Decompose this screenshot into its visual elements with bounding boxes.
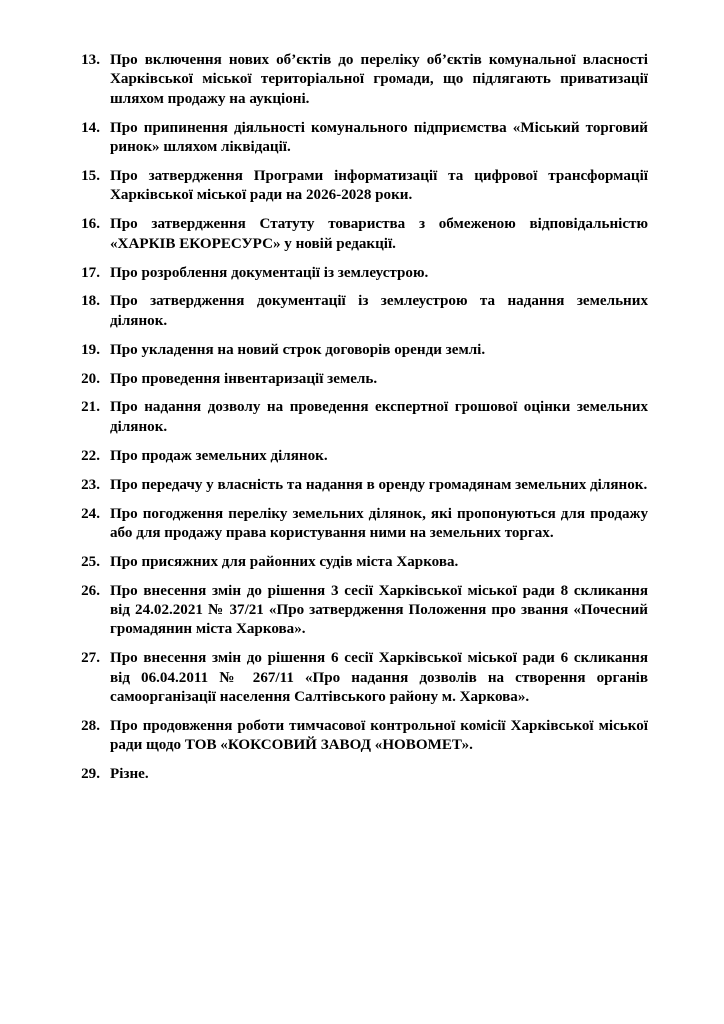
agenda-item — [78, 398, 648, 437]
agenda-item-number: 14. — [81, 119, 100, 136]
agenda-item-number: 19. — [81, 341, 100, 358]
agenda-item-text: Про затвердження документації із землеустрою та надання земельних ділянок. — [110, 293, 648, 329]
agenda-item-text: Про затвердження Програми інформатизації та цифрової трансформації Харківської міської ради на 2026-2028 роки. — [110, 167, 648, 204]
agenda-item-text: Про розроблення документації із землеустрою. — [110, 264, 429, 281]
agenda-item-text: Про передачу у власність та надання в оренду громадянам земельних ділянок. — [110, 476, 648, 493]
agenda-item-text: Про продаж земельних ділянок. — [110, 447, 328, 464]
agenda-item — [78, 119, 648, 158]
agenda-item-number: 29. — [81, 766, 100, 783]
agenda-item-text: Про надання дозволу на проведення експертної грошової оцінки земельних ділянок. — [110, 399, 648, 435]
agenda-item-text: Різне. — [110, 766, 149, 783]
agenda-item-number: 18. — [81, 293, 100, 310]
agenda-item-number: 16. — [81, 216, 100, 233]
agenda-item — [78, 167, 648, 206]
agenda-item-number: 24. — [81, 505, 100, 522]
agenda-item-number: 26. — [81, 582, 100, 599]
agenda-item — [78, 51, 648, 109]
agenda-item — [78, 553, 648, 572]
agenda-item-text: Про включення нових об’єктів до переліку об’єктів комунальної власності Харківської міської територіальної громади, що підлягають приватизації шляхом продажу на аукціоні. — [110, 52, 648, 107]
agenda-item-text: Про затвердження Статуту товариства з обмеженою відповідальністю «ХАРКІВ ЕКОРЕСУРС» у новій редакції. — [110, 216, 648, 252]
agenda-item-number: 25. — [81, 553, 100, 570]
agenda-item-text: Про присяжних для районних судів міста Харкова. — [110, 553, 459, 570]
agenda-item-number: 17. — [81, 264, 100, 281]
agenda-item-number: 15. — [81, 167, 100, 184]
agenda-item-text: Про укладення на новий строк договорів оренди землі. — [110, 341, 486, 358]
agenda-item — [78, 215, 648, 254]
agenda-item-number: 28. — [81, 718, 100, 735]
agenda-item — [78, 292, 648, 331]
agenda-item-number: 27. — [81, 650, 100, 667]
agenda-item-text: Про припинення діяльності комунального підприємства «Міський торговий ринок» шляхом ліквідації. — [110, 119, 648, 156]
agenda-item — [78, 370, 648, 389]
agenda-item — [78, 476, 648, 495]
agenda-item-text: Про продовження роботи тимчасової контрольної комісії Харківської міської ради щодо ТОВ «КОКСОВИЙ ЗАВОД «НОВОМЕТ». — [110, 718, 648, 754]
agenda-item-text: Про погодження переліку земельних ділянок, які пропонуються для продажу або для продажу права користування ними на земельних торгах. — [110, 505, 648, 541]
agenda-item-number: 13. — [81, 52, 100, 68]
agenda-item — [78, 447, 648, 466]
agenda-item-number: 23. — [81, 476, 100, 493]
agenda-list — [78, 51, 648, 785]
agenda-item-number: 21. — [81, 399, 100, 416]
agenda-item-text: Про внесення змін до рішення 3 сесії Харківської міської ради 8 скликання від 24.02.2021 № 37/21 «Про затвердження Положення про звання «Почесний громадянин міста Харкова». — [110, 582, 648, 638]
agenda-item-number: 22. — [81, 447, 100, 464]
agenda-item-text: Про проведення інвентаризації земель. — [110, 370, 378, 387]
agenda-item — [78, 264, 648, 283]
agenda-item — [78, 765, 648, 784]
agenda-item-number: 20. — [81, 370, 100, 387]
agenda-item-text: Про внесення змін до рішення 6 сесії Харківської міської ради 6 скликання від 06.04.2011 № 267/11 «Про надання дозволів на створення органів самоорганізації населення Салтівського району м. Харкова». — [110, 650, 648, 706]
agenda-item — [78, 341, 648, 360]
agenda-item — [78, 649, 648, 707]
agenda-item — [78, 582, 648, 640]
agenda-item — [78, 505, 648, 544]
agenda-item — [78, 717, 648, 756]
